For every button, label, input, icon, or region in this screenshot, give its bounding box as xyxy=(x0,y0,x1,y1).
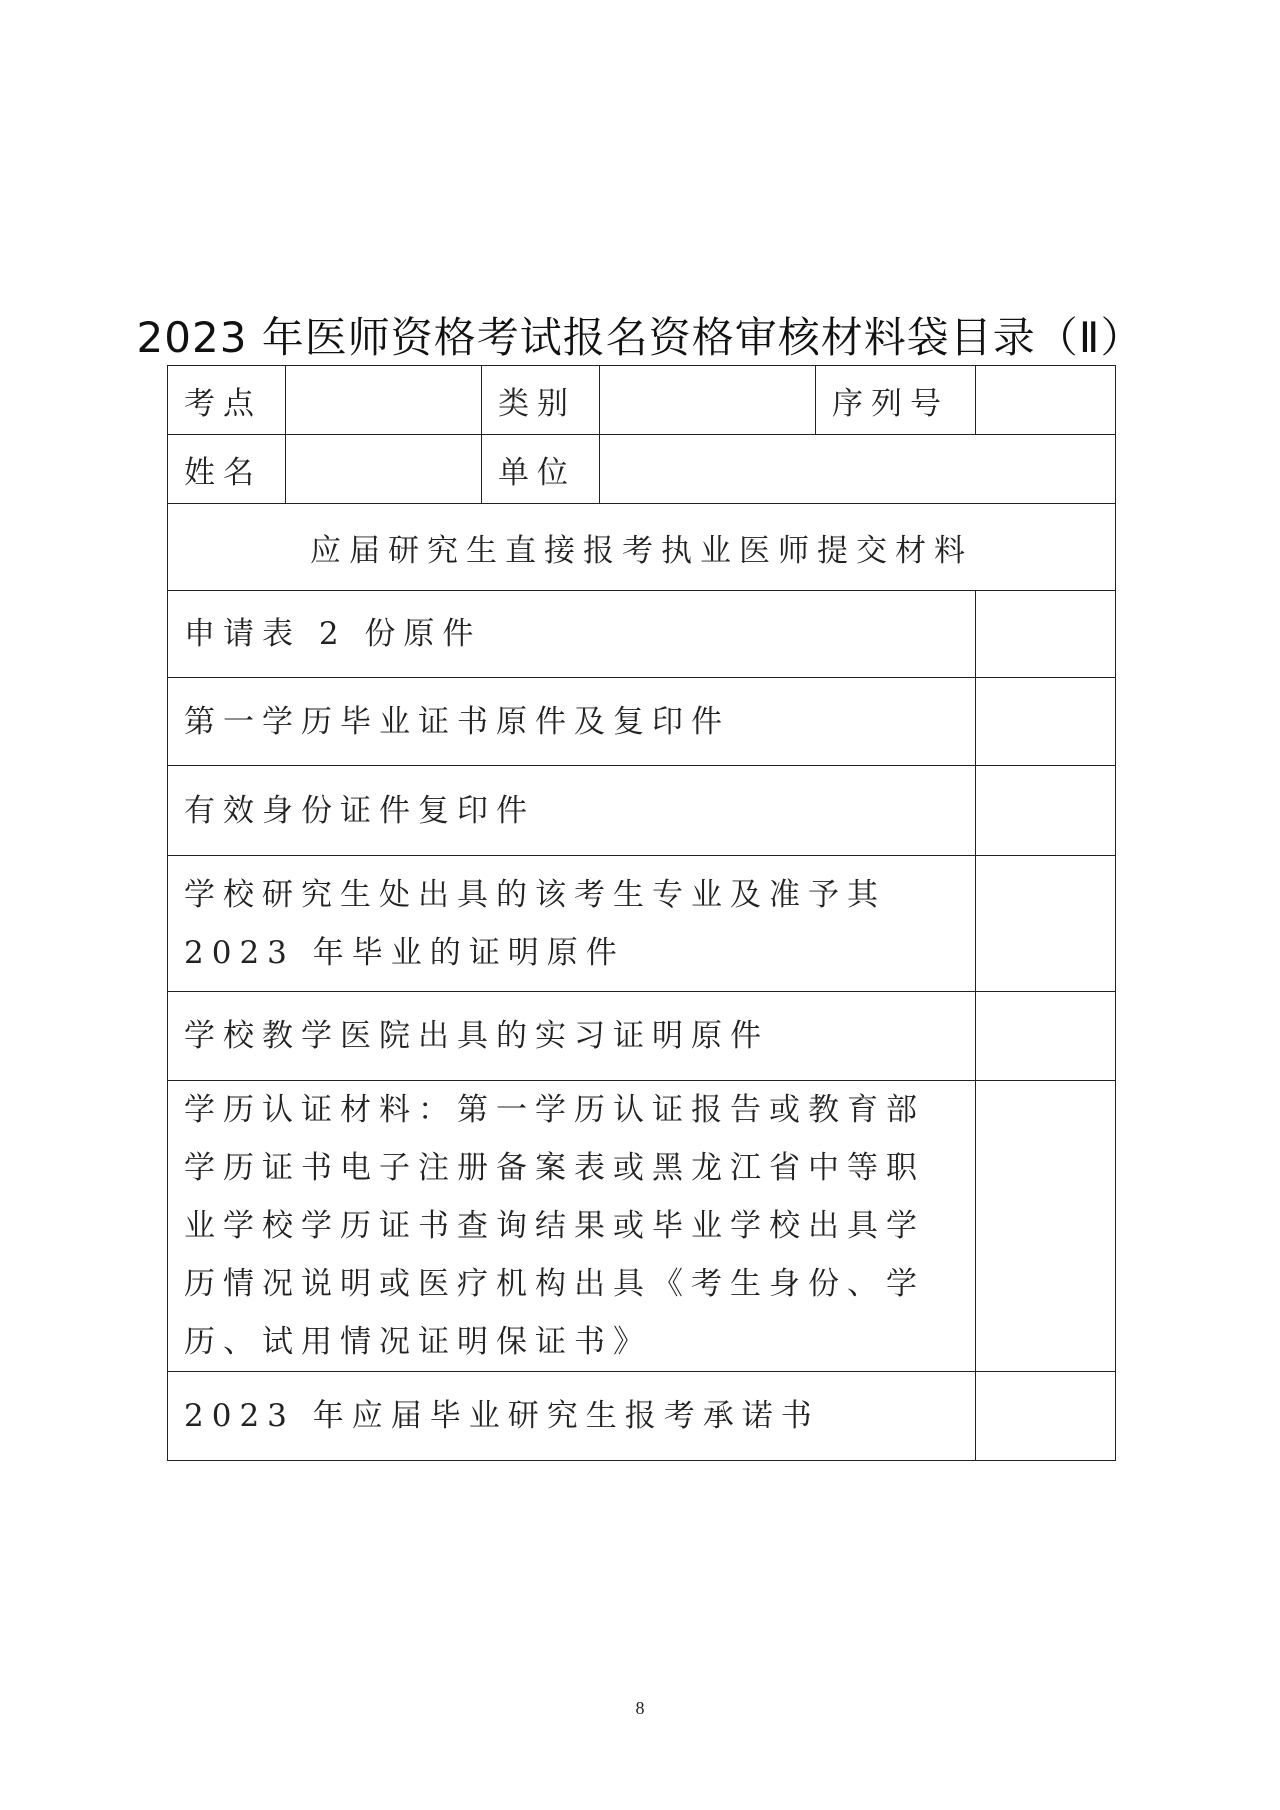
page-number: 8 xyxy=(635,1698,645,1718)
material-item: 申请表 2 份原件 xyxy=(168,591,976,678)
unit-field[interactable] xyxy=(600,435,1116,504)
material-item: 学历认证材料：第一学历认证报告或教育部学历证书电子注册备案表或黑龙江省中等职业学校学历证书查询结果或毕业学校出具学历情况说明或医疗机构出具《考生身份、学历、试用情况证明保证书》 xyxy=(168,1081,976,1372)
header-row-2 xyxy=(168,435,1116,504)
material-check-cell[interactable] xyxy=(976,992,1116,1081)
section-heading-row xyxy=(168,504,1116,591)
material-row xyxy=(168,1372,1116,1461)
page-title: 2023 年医师资格考试报名资格审核材料袋目录（Ⅱ） xyxy=(136,313,1144,362)
material-item: 学校教学医院出具的实习证明原件 xyxy=(168,992,976,1081)
material-item: 2023 年应届毕业研究生报考承诺书 xyxy=(168,1372,976,1461)
section-heading: 应届研究生直接报考执业医师提交材料 xyxy=(168,504,1116,591)
material-check-cell[interactable] xyxy=(976,591,1116,678)
unit-label: 单位 xyxy=(482,435,600,504)
material-check-cell[interactable] xyxy=(976,1081,1116,1372)
material-row xyxy=(168,678,1116,766)
category-label: 类别 xyxy=(482,366,600,435)
materials-checklist-table xyxy=(167,365,1116,1461)
category-field[interactable] xyxy=(600,366,816,435)
serial-number-label: 序列号 xyxy=(816,366,976,435)
name-field[interactable] xyxy=(286,435,482,504)
material-check-cell[interactable] xyxy=(976,766,1116,856)
material-check-cell[interactable] xyxy=(976,1372,1116,1461)
header-row-1 xyxy=(168,366,1116,435)
material-item: 第一学历毕业证书原件及复印件 xyxy=(168,678,976,766)
material-row xyxy=(168,992,1116,1081)
name-label: 姓名 xyxy=(168,435,286,504)
exam-site-field[interactable] xyxy=(286,366,482,435)
material-row xyxy=(168,856,1116,992)
material-row xyxy=(168,766,1116,856)
material-item: 学校研究生处出具的该考生专业及准予其 2023 年毕业的证明原件 xyxy=(168,856,976,992)
material-check-cell[interactable] xyxy=(976,678,1116,766)
material-item: 有效身份证件复印件 xyxy=(168,766,976,856)
material-check-cell[interactable] xyxy=(976,856,1116,992)
exam-site-label: 考点 xyxy=(168,366,286,435)
material-row xyxy=(168,1081,1116,1372)
serial-number-field[interactable] xyxy=(976,366,1116,435)
material-row xyxy=(168,591,1116,678)
